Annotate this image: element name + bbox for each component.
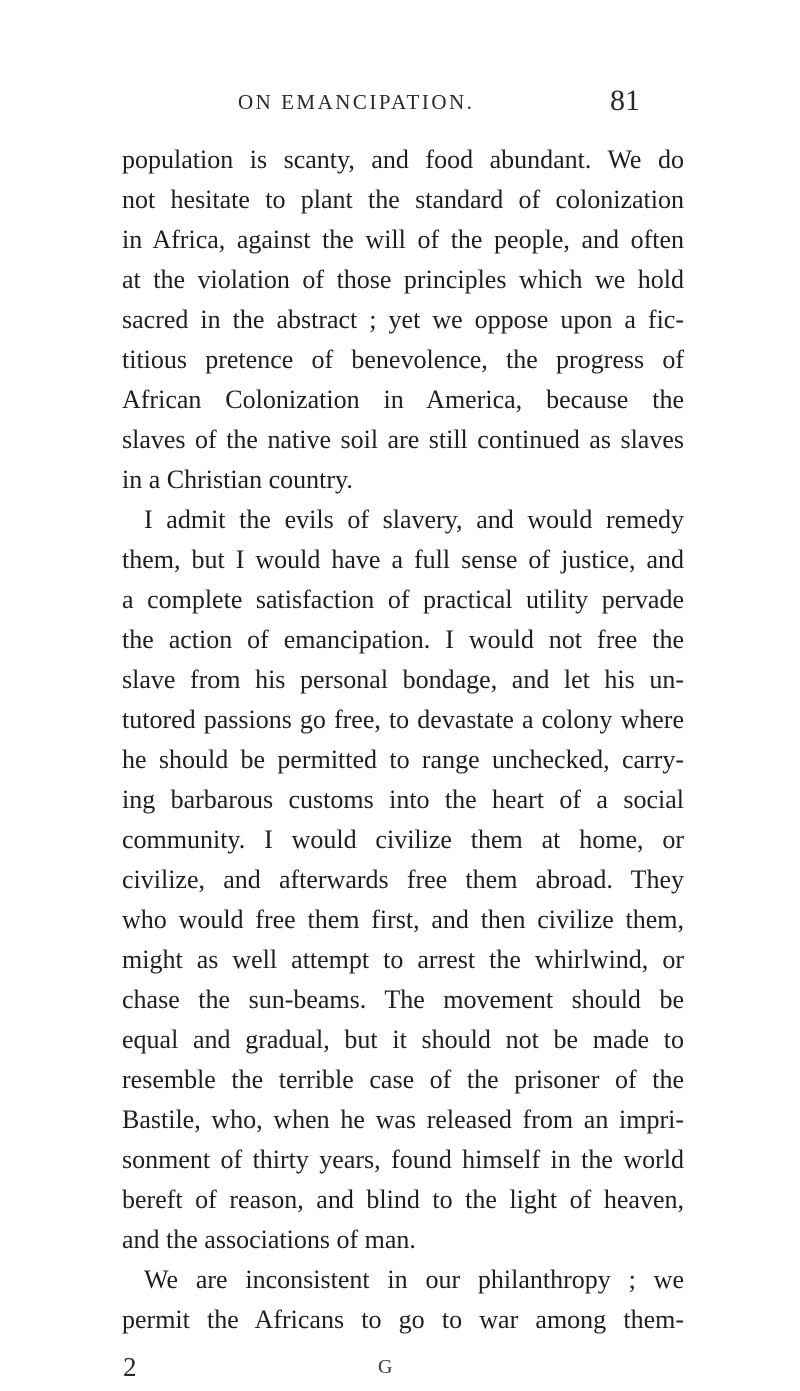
text-line: bereft of reason, and blind to the light of heaven, xyxy=(122,1185,684,1214)
body-text xyxy=(122,140,684,1340)
text-line: at the violation of those principles which we hold xyxy=(122,265,684,294)
signature-letter: G xyxy=(378,1356,393,1378)
signature-number: 2 xyxy=(123,1352,137,1382)
paragraph-start-line: We are inconsistent in our philanthropy ; we xyxy=(144,1265,684,1294)
paragraph-start-line: I admit the evils of slavery, and would remedy xyxy=(144,505,684,534)
text-line: permit the Africans to go to war among them- xyxy=(122,1305,684,1334)
page-number: 81 xyxy=(610,84,640,117)
text-line: a complete satisfaction of practical utility pervade xyxy=(122,585,684,614)
text-line: the action of emancipation. I would not free the xyxy=(122,625,684,654)
text-line: who would free them first, and then civilize them, xyxy=(122,905,684,934)
running-head xyxy=(0,84,800,124)
text-line: community. I would civilize them at home, or xyxy=(122,825,684,854)
text-line: resemble the terrible case of the prisoner of the xyxy=(122,1065,684,1094)
text-line: tutored passions go free, to devastate a colony where xyxy=(122,705,684,734)
text-line: Bastile, who, when he was released from an impri- xyxy=(122,1105,684,1134)
paragraph-end-line: in a Christian country. xyxy=(122,465,353,494)
text-line: sacred in the abstract ; yet we oppose upon a fic- xyxy=(122,305,684,334)
running-title: ON EMANCIPATION. xyxy=(238,90,475,114)
text-line: slaves of the native soil are still continued as slaves xyxy=(122,425,684,454)
paragraph-end-line: and the associations of man. xyxy=(122,1225,416,1254)
text-line: not hesitate to plant the standard of colonization xyxy=(122,185,684,214)
text-line: might as well attempt to arrest the whirlwind, or xyxy=(122,945,684,974)
text-line: sonment of thirty years, found himself in the world xyxy=(122,1145,684,1174)
text-line: he should be permitted to range unchecked, carry- xyxy=(122,745,684,774)
text-line: ing barbarous customs into the heart of a social xyxy=(122,785,684,814)
text-line: population is scanty, and food abundant. We do xyxy=(122,145,684,174)
text-line: equal and gradual, but it should not be made to xyxy=(122,1025,684,1054)
text-line: African Colonization in America, because the xyxy=(122,385,684,414)
text-line: civilize, and afterwards free them abroad. They xyxy=(122,865,684,894)
text-line: chase the sun-beams. The movement should be xyxy=(122,985,684,1014)
page-footer xyxy=(0,1352,800,1388)
text-line: them, but I would have a full sense of justice, and xyxy=(122,545,684,574)
text-line: titious pretence of benevolence, the progress of xyxy=(122,345,684,374)
text-line: in Africa, against the will of the people, and often xyxy=(122,225,684,254)
text-line: slave from his personal bondage, and let his un- xyxy=(122,665,684,694)
